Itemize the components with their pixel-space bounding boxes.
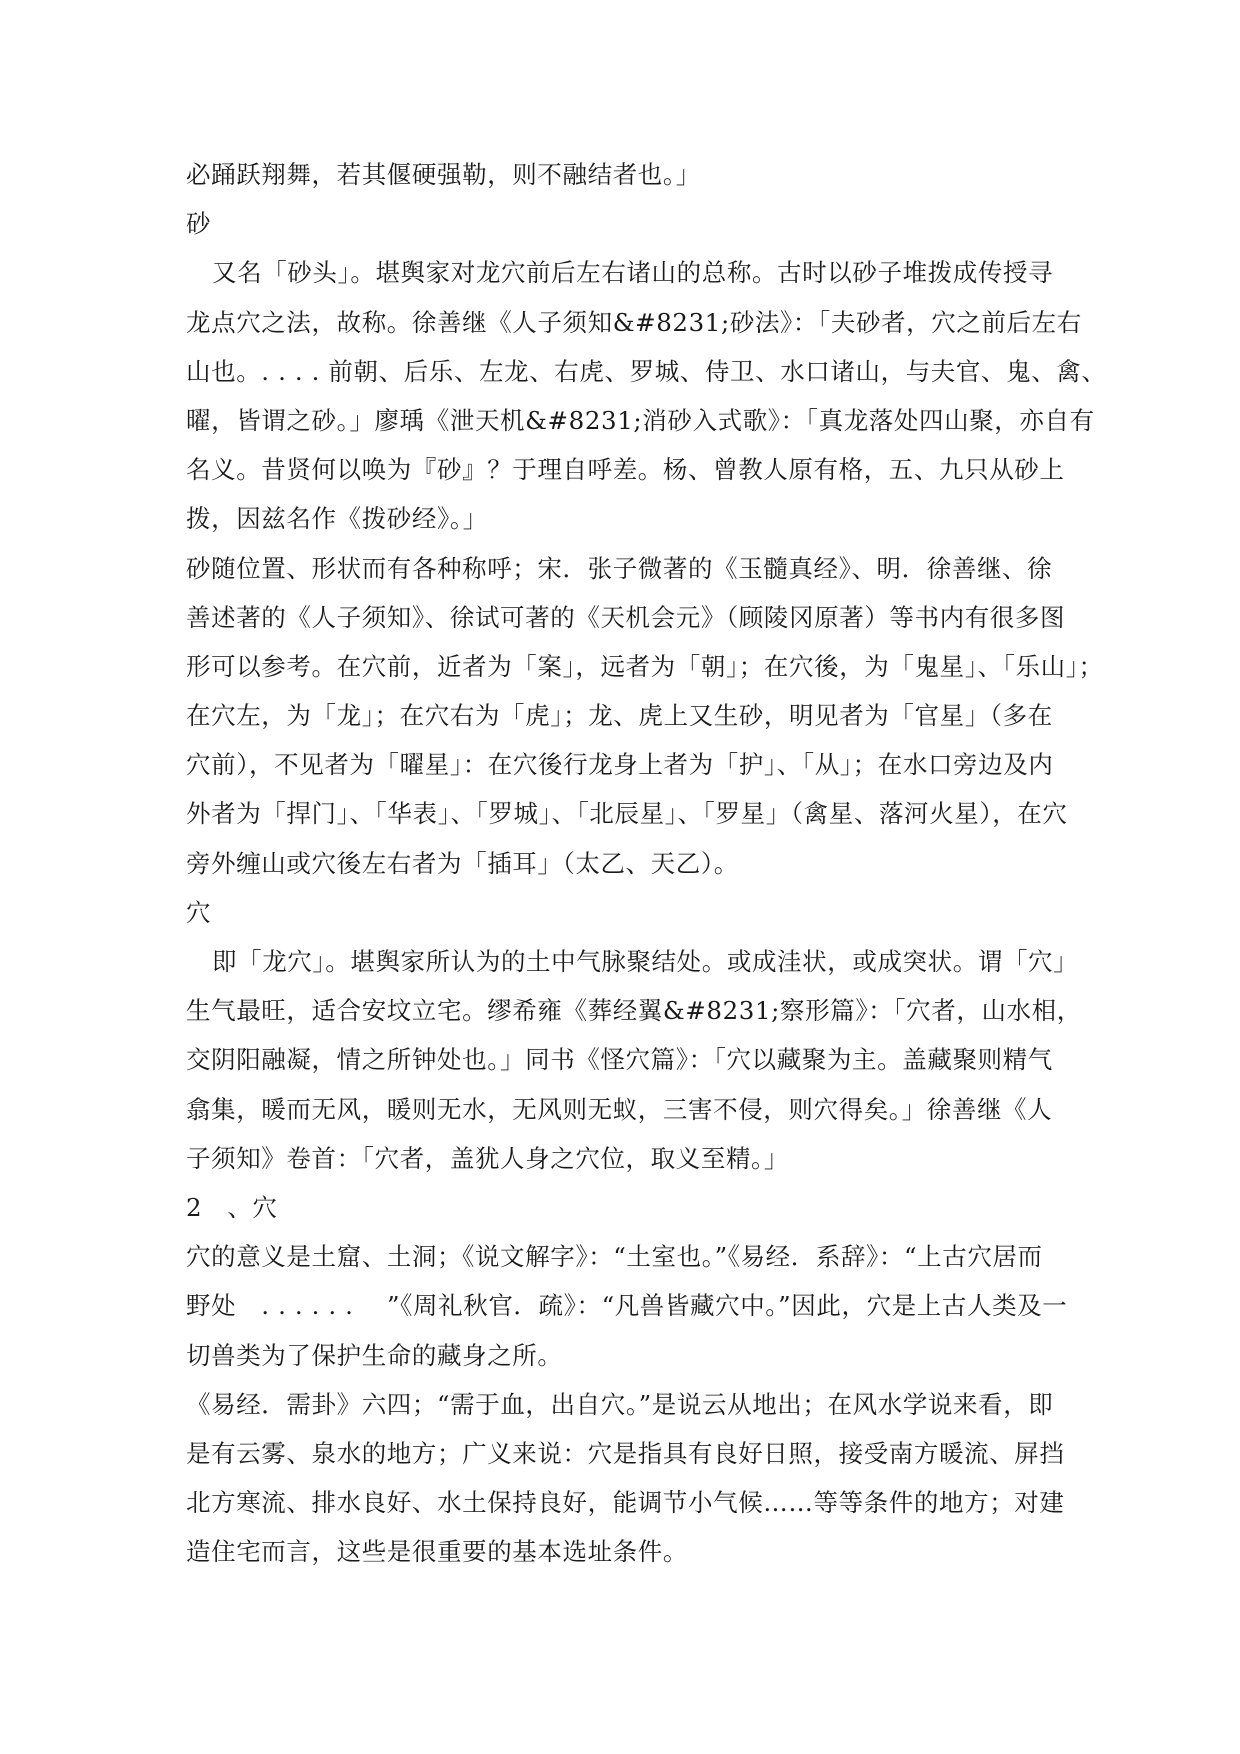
text-line: 切兽类为了保护生命的藏身之所。 xyxy=(186,1340,563,1370)
text-line: 子须知》卷首：「穴者，盖犹人身之穴位，取义至精。」 xyxy=(186,1143,789,1173)
text-line: 在穴左，为「龙」；在穴右为「虎」；龙、虎上又生砂，明见者为「官星」（多在 xyxy=(186,701,1053,731)
text-line: 又名「砂头」。堪舆家对龙穴前后左右诸山的总称。古时以砂子堆拨成传授寻 xyxy=(212,258,1054,288)
text-line: 善述著的《人子须知》、徐试可著的《天机会元》（顾陵冈原著）等书内有很多图 xyxy=(186,602,1066,632)
text-line: 名义。昔贤何以唤为『砂』？于理自呼差。杨、曾教人原有格，五、九只从砂上 xyxy=(186,455,1065,485)
text-line: 砂随位置、形状而有各种称呼；宋．张子微著的《玉髓真经》、明．徐善继、徐 xyxy=(186,553,1053,583)
text-line: 旁外缠山或穴後左右者为「插耳」（太乙、天乙）。 xyxy=(186,848,739,878)
text-line: 穴前），不见者为「曜星」：在穴後行龙身上者为「护」、「从」；在水口旁边及内 xyxy=(186,750,1054,780)
text-line: 造住宅而言，这些是很重要的基本选址条件。 xyxy=(186,1537,688,1567)
text-line: 形可以参考。在穴前，近者为「案」，远者为「朝」；在穴後，为「鬼星」、「乐山」； xyxy=(186,651,1104,681)
text-line: 龙点穴之法，故称。徐善继《人子须知&#8231;砂法》：「夫砂者，穴之前后左右 xyxy=(186,307,1082,337)
text-line: 交阴阳融凝，情之所钟处也。」同书《怪穴篇》：「穴以藏聚为主。盖藏聚则精气 xyxy=(186,1045,1053,1075)
text-line: 野处 . . . . . . ”《周礼秋官．疏》：“凡兽皆藏穴中。”因此，穴是上古人类及一 xyxy=(186,1291,1068,1321)
text-line: 必踊跃翔舞，若其偃硬强勒，则不融结者也。」 xyxy=(186,160,701,189)
text-line: 外者为「捍门」、「华表」、「罗城」、「北辰星」、「罗星」（禽星、落河火星），在穴 xyxy=(186,799,1068,829)
text-line: 翕集，暖而无风，暖则无水，无风则无蚁，三害不侵，则穴得矣。」徐善继《人 xyxy=(186,1094,1053,1124)
text-line: 山也。. . . . 前朝、后乐、左龙、右虎、罗城、侍卫、水口诸山，与夫官、鬼、禽、 xyxy=(186,356,1107,386)
text-line: 即「龙穴」。堪舆家所认为的土中气脉聚结处。或成洼状，或成突状。谓「穴」 xyxy=(212,947,1079,976)
document-page xyxy=(186,150,1107,1576)
section-heading-sha: 砂 xyxy=(186,209,212,239)
text-line: 曜，皆谓之砂。」廖瑀《泄天机&#8231;消砂入式歌》：「真龙落处四山聚，亦自有 xyxy=(186,405,1095,435)
section-heading-2-xue: 2 、穴 xyxy=(186,1192,278,1222)
text-line: 穴的意义是土窟、土洞；《说文解字》：“土室也。”《易经．系辞》：“上古穴居而 xyxy=(186,1242,1043,1272)
section-heading-xue: 穴 xyxy=(186,897,212,927)
text-line: 《易经．需卦》六四；“需于血，出自穴。”是说云从地出；在风水学说来看，即 xyxy=(186,1389,1054,1419)
text-line: 北方寒流、排水良好、水土保持良好，能调节小气候……等等条件的地方；对建 xyxy=(186,1488,1065,1518)
text-line: 是有云雾、泉水的地方；广义来说：穴是指具有良好日照，接受南方暖流、屏挡 xyxy=(186,1438,1065,1468)
text-line: 拨，因兹名作《拨砂经》。」 xyxy=(186,504,488,534)
text-line: 生气最旺，适合安坟立宅。缪希雍《葬经翼&#8231;察形篇》：「穴者，山水相， xyxy=(186,996,1082,1026)
